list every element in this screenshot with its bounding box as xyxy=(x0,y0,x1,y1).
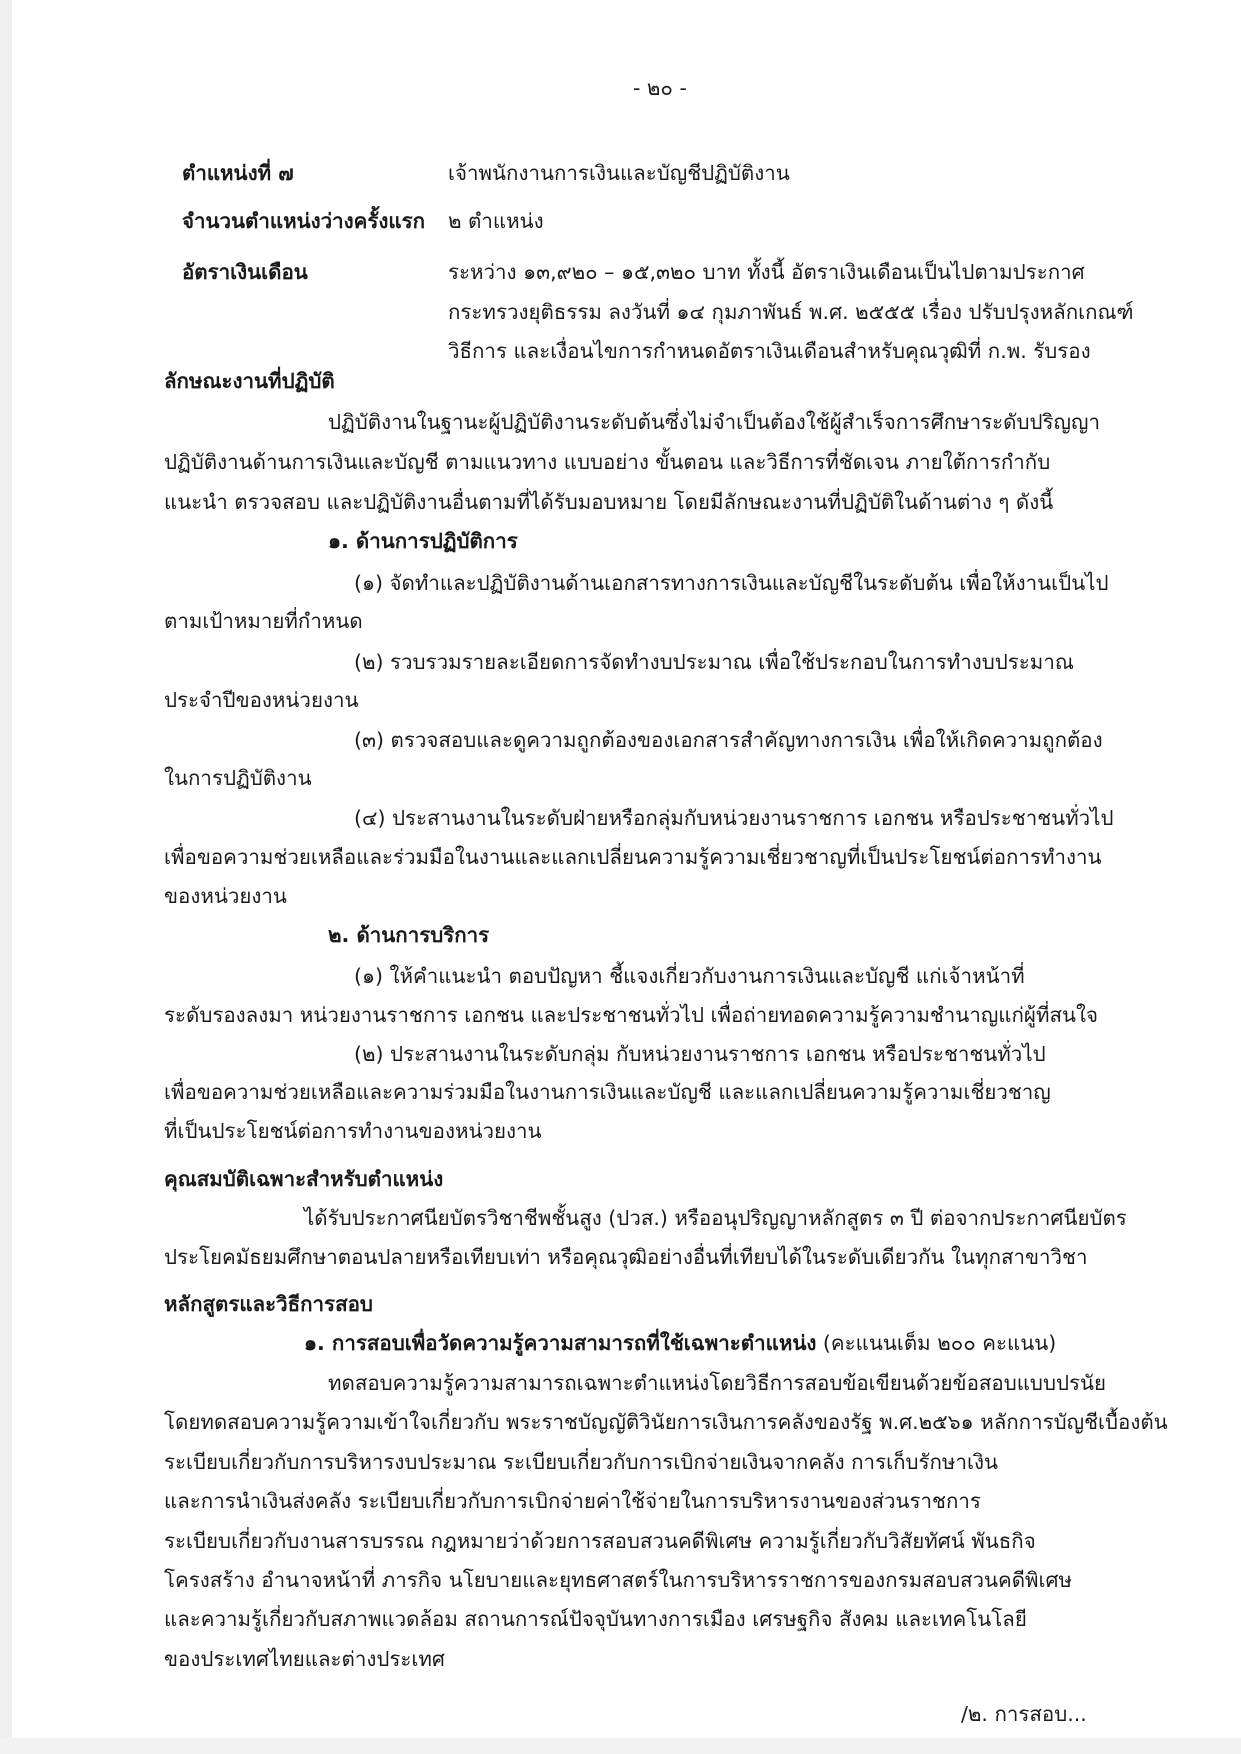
position-title: เจ้าพนักงานการเงินและบัญชีปฏิบัติงาน xyxy=(448,161,790,185)
duties-intro-line: ปฏิบัติงานในฐานะผู้ปฏิบัติงานระดับต้นซึ่งไม่จำเป็นต้องใช้ผู้สำเร็จการศึกษาระดับปริญญา xyxy=(328,410,1100,434)
qualifications-heading: คุณสมบัติเฉพาะสำหรับตำแหน่ง xyxy=(164,1167,444,1191)
page-number: - ๒๐ - xyxy=(633,76,687,100)
operation-item-cont: ประจำปีของหน่วยงาน xyxy=(164,688,359,712)
service-item: (๑) ให้คำแนะนำ ตอบปัญหา ชี้แจงเกี่ยวกับงานการเงินและบัญชี แก่เจ้าหน้าที่ xyxy=(354,964,1025,988)
service-heading: ๒. ด้านการบริการ xyxy=(328,923,490,947)
operation-item: (๓) ตรวจสอบและดูความถูกต้องของเอกสารสำคัญทางการเงิน เพื่อให้เกิดความถูกต้อง xyxy=(354,728,1103,752)
operation-item: (๔) ประสานงานในระดับฝ่ายหรือกลุ่มกับหน่วยงานราชการ เอกชน หรือประชาชนทั่วไป xyxy=(354,806,1114,830)
exam-line: ทดสอบความรู้ความสามารถเฉพาะตำแหน่งโดยวิธีการสอบข้อเขียนด้วยข้อสอบแบบปรนัย xyxy=(328,1371,1107,1395)
operation-item-cont: ตามเป้าหมายที่กำหนด xyxy=(164,609,363,633)
operation-item-cont: เพื่อขอความช่วยเหลือและร่วมมือในงานและแลกเปลี่ยนความรู้ความเชี่ยวชาญที่เป็นประโยชน์ต่อการทำงาน xyxy=(164,845,1102,869)
duties-intro-line: แนะนำ ตรวจสอบ และปฏิบัติงานอื่นตามที่ได้รับมอบหมาย โดยมีลักษณะงานที่ปฏิบัติในด้านต่าง ๆ ดังนี้ xyxy=(164,490,1054,514)
service-item-cont: ระดับรองลงมา หน่วยงานราชการ เอกชน และประชาชนทั่วไป เพื่อถ่ายทอดความรู้ความชำนาญแก่ผู้ที่สนใจ xyxy=(164,1003,1099,1027)
service-item-cont: ที่เป็นประโยชน์ต่อการทำงานของหน่วยงาน xyxy=(164,1119,542,1143)
salary-line: กระทรวงยุติธรรม ลงวันที่ ๑๔ กุมภาพันธ์ พ.ศ. ๒๕๕๕ เรื่อง ปรับปรุงหลักเกณฑ์ xyxy=(448,300,1134,324)
exam-subheading-title: ๑. การสอบเพื่อวัดความรู้ความสามารถที่ใช้เฉพาะตำแหน่ง xyxy=(304,1331,817,1355)
exam-line: ระเบียบเกี่ยวกับงานสารบรรณ กฎหมายว่าด้วยการสอบสวนคดีพิเศษ ความรู้เกี่ยวกับวิสัยทัศน์ พันธกิจ xyxy=(164,1529,1036,1553)
exam-subheading xyxy=(304,1329,1056,1357)
exam-subheading-score: (คะแนนเต็ม ๒๐๐ คะแนน) xyxy=(816,1331,1057,1355)
exam-line: ของประเทศไทยและต่างประเทศ xyxy=(164,1647,445,1671)
vacancy-value: ๒ ตำแหน่ง xyxy=(448,209,544,233)
exam-line: โดยทดสอบความรู้ความเข้าใจเกี่ยวกับ พระราชบัญญัติวินัยการเงินการคลังของรัฐ พ.ศ.๒๕๖๑ หลักการบัญชีเบื้องต้น xyxy=(164,1410,1168,1434)
operation-item-cont: ของหน่วยงาน xyxy=(164,884,287,908)
operations-heading: ๑. ด้านการปฏิบัติการ xyxy=(328,529,518,553)
qualifications-line: ประโยคมัธยมศึกษาตอนปลายหรือเทียบเท่า หรือคุณวุฒิอย่างอื่นที่เทียบได้ในระดับเดียวกัน ในทุกสาขาวิชา xyxy=(164,1245,1088,1269)
operation-item: (๑) จัดทำและปฏิบัติงานด้านเอกสารทางการเงินและบัญชีในระดับต้น เพื่อให้งานเป็นไป xyxy=(354,571,1109,595)
salary-line: วิธีการ และเงื่อนไขการกำหนดอัตราเงินเดือนสำหรับคุณวุฒิที่ ก.พ. รับรอง xyxy=(448,339,1091,363)
vacancy-label: จำนวนตำแหน่งว่างครั้งแรก xyxy=(182,209,426,233)
operation-item-cont: ในการปฏิบัติงาน xyxy=(164,766,312,790)
salary-label: อัตราเงินเดือน xyxy=(182,260,308,284)
operation-item: (๒) รวบรวมรายละเอียดการจัดทำงบประมาณ เพื่อใช้ประกอบในการทำงบประมาณ xyxy=(354,650,1074,674)
duties-heading: ลักษณะงานที่ปฏิบัติ xyxy=(164,369,335,393)
scan-edge xyxy=(0,0,12,1754)
salary-line: ระหว่าง ๑๓,๙๒๐ – ๑๕,๓๒๐ บาท ทั้งนี้ อัตราเงินเดือนเป็นไปตามประกาศ xyxy=(448,260,1085,284)
exam-heading: หลักสูตรและวิธีการสอบ xyxy=(164,1292,373,1316)
exam-line: และการนำเงินส่งคลัง ระเบียบเกี่ยวกับการเบิกจ่ายค่าใช้จ่ายในการบริหารงานของส่วนราชการ xyxy=(164,1489,981,1513)
service-item-cont: เพื่อขอความช่วยเหลือและความร่วมมือในงานการเงินและบัญชี และแลกเปลี่ยนความรู้ความเชี่ยวชาญ xyxy=(164,1080,1051,1104)
qualifications-line: ได้รับประกาศนียบัตรวิชาชีพชั้นสูง (ปวส.) หรืออนุปริญญาหลักสูตร ๓ ปี ต่อจากประกาศนียบัตร xyxy=(304,1206,1127,1230)
exam-line: และความรู้เกี่ยวกับสภาพแวดล้อม สถานการณ์ปัจจุบันทางการเมือง เศรษฐกิจ สังคม และเทคโนโลยี xyxy=(164,1607,1027,1631)
exam-line: โครงสร้าง อำนาจหน้าที่ ภารกิจ นโยบายและยุทธศาสตร์ในการบริหารราชการของกรมสอบสวนคดีพิเศษ xyxy=(164,1568,1073,1592)
continuation-note: /๒. การสอบ... xyxy=(961,1702,1087,1726)
exam-line: ระเบียบเกี่ยวกับการบริหารงบประมาณ ระเบียบเกี่ยวกับการเบิกจ่ายเงินจากคลัง การเก็บรักษาเงิน xyxy=(164,1450,998,1474)
scan-bottom-edge xyxy=(0,1738,1241,1754)
duties-intro-line: ปฏิบัติงานด้านการเงินและบัญชี ตามแนวทาง แบบอย่าง ขั้นตอน และวิธีการที่ชัดเจน ภายใต้การกำกับ xyxy=(164,450,1051,474)
service-item: (๒) ประสานงานในระดับกลุ่ม กับหน่วยงานราชการ เอกชน หรือประชาชนทั่วไป xyxy=(354,1042,1046,1066)
position-label: ตำแหน่งที่ ๗ xyxy=(182,161,294,185)
